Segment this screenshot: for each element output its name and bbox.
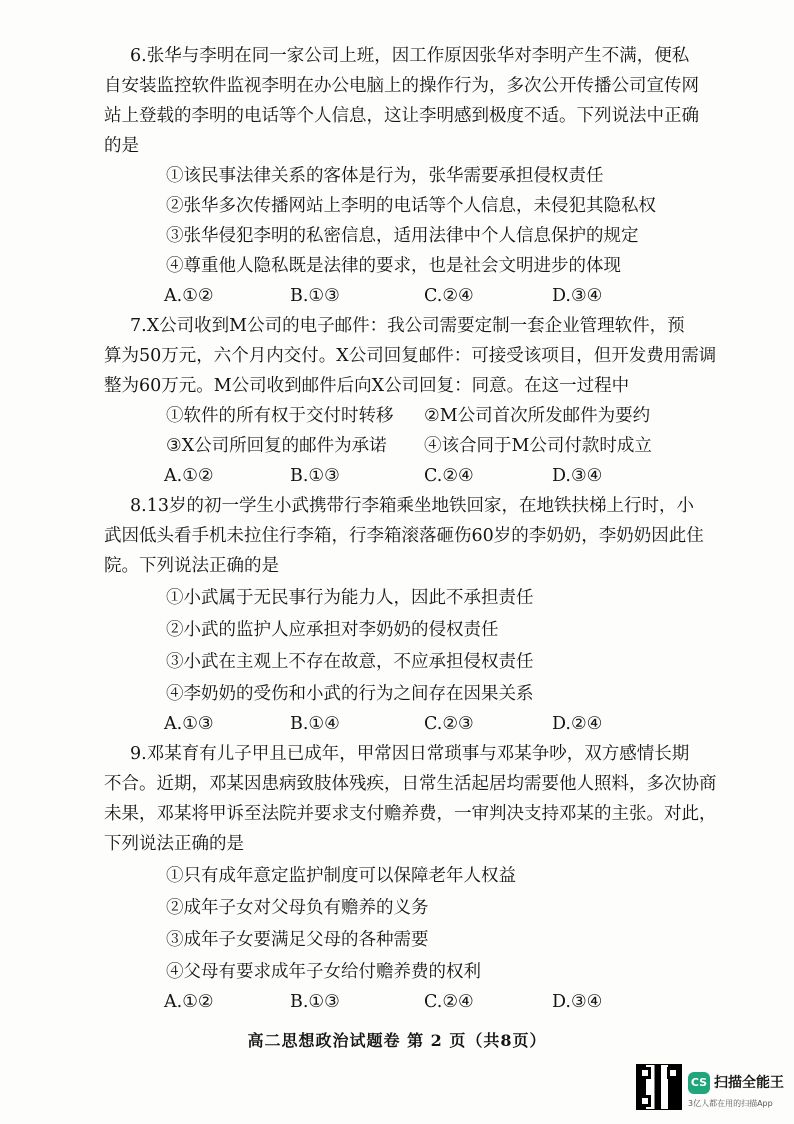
q7-stem-line-3: 整为60万元。M公司收到邮件后向X公司回复：同意。在这一过程中 xyxy=(104,376,630,396)
q9-stem-line-3: 未果，邓某将甲诉至法院并要求支付赡养费，一审判决支持邓某的主张。对此， xyxy=(104,804,717,824)
q9-option-3: ③成年子女要满足父母的各种需要 xyxy=(166,930,429,950)
q8-option-1: ①小武属于无民事行为能力人，因此不承担责任 xyxy=(166,588,534,608)
scanner-app-name: 扫描全能王 xyxy=(714,1075,784,1091)
q8-option-3: ③小武在主观上不存在故意，不应承担侵权责任 xyxy=(166,652,534,672)
q8-choice-c: C.②③ xyxy=(424,714,474,734)
q7-stem-line-1: 7.X公司收到M公司的电子邮件：我公司需要定制一套企业管理软件，预 xyxy=(130,316,685,336)
q6-choice-d: D.③④ xyxy=(552,286,603,306)
scanner-app-tagline: 3亿人都在用的扫描App xyxy=(688,1099,773,1108)
qr-code-icon xyxy=(636,1064,682,1110)
q8-option-4: ④李奶奶的受伤和小武的行为之间存在因果关系 xyxy=(166,684,534,704)
camscanner-logo-icon: CS xyxy=(688,1072,710,1094)
q6-option-2: ②张华多次传播网站上李明的电话等个人信息，未侵犯其隐私权 xyxy=(166,196,656,216)
q6-stem-line-3: 站上登载的李明的电话等个人信息，这让李明感到极度不适。下列说法中正确 xyxy=(104,106,699,126)
q6-option-3: ③张华侵犯李明的私密信息，适用法律中个人信息保护的规定 xyxy=(166,226,639,246)
q6-option-4: ④尊重他人隐私既是法律的要求，也是社会文明进步的体现 xyxy=(166,256,621,276)
q7-stem-line-2: 算为50万元，六个月内交付。X公司回复邮件：可接受该项目，但开发费用需调 xyxy=(104,346,717,366)
q6-choice-c: C.②④ xyxy=(424,286,474,306)
q9-choice-a: A.①② xyxy=(164,992,214,1012)
q7-option-1: ①软件的所有权于交付时转移 xyxy=(166,406,394,426)
q7-option-4: ④该合同于M公司付款时成立 xyxy=(424,436,652,456)
q7-option-3: ③X公司所回复的邮件为承诺 xyxy=(166,436,387,456)
q8-stem-line-2: 武因低头看手机未拉住行李箱，行李箱滚落砸伤60岁的李奶奶，李奶奶因此住 xyxy=(104,526,704,546)
q7-option-2: ②M公司首次所发邮件为要约 xyxy=(424,406,651,426)
q9-option-4: ④父母有要求成年子女给付赡养费的权利 xyxy=(166,962,481,982)
q6-choice-a: A.①② xyxy=(164,286,214,306)
scanner-watermark xyxy=(636,1064,786,1118)
q9-stem-line-4: 下列说法正确的是 xyxy=(104,834,244,854)
q6-stem-line-1: 6.张华与李明在同一家公司上班，因工作原因张华对李明产生不满，便私 xyxy=(130,46,690,66)
q9-stem-line-2: 不合。近期，邓某因患病致肢体残疾，日常生活起居均需要他人照料，多次协商 xyxy=(104,774,717,794)
q9-choice-d: D.③④ xyxy=(552,992,603,1012)
q9-choice-c: C.②④ xyxy=(424,992,474,1012)
q6-stem-line-2: 自安装监控软件监视李明在办公电脑上的操作行为，多次公开传播公司宣传网 xyxy=(104,76,699,96)
q9-stem-line-1: 9.邓某育有儿子甲且已成年，甲常因日常琐事与邓某争吵，双方感情长期 xyxy=(130,744,690,764)
q7-choice-b: B.①③ xyxy=(290,466,340,486)
q7-choice-c: C.②④ xyxy=(424,466,474,486)
q8-choice-a: A.①③ xyxy=(164,714,214,734)
q6-choice-b: B.①③ xyxy=(290,286,340,306)
q9-option-1: ①只有成年意定监护制度可以保障老年人权益 xyxy=(166,866,516,886)
q8-choice-b: B.①④ xyxy=(290,714,340,734)
q8-stem-line-3: 院。下列说法正确的是 xyxy=(104,556,279,576)
q8-option-2: ②小武的监护人应承担对李奶奶的侵权责任 xyxy=(166,620,499,640)
q9-option-2: ②成年子女对父母负有赡养的义务 xyxy=(166,898,429,918)
q9-choice-b: B.①③ xyxy=(290,992,340,1012)
q7-choice-a: A.①② xyxy=(164,466,214,486)
q6-option-1: ①该民事法律关系的客体是行为，张华需要承担侵权责任 xyxy=(166,166,604,186)
q8-stem-line-1: 8.13岁的初一学生小武携带行李箱乘坐地铁回家，在地铁扶梯上行时，小 xyxy=(130,496,694,516)
page-footer: 高二思想政治试题卷 第 2 页（共8页） xyxy=(247,1031,547,1050)
q7-choice-d: D.③④ xyxy=(552,466,603,486)
q6-stem-line-4: 的是 xyxy=(104,136,139,156)
q8-choice-d: D.②④ xyxy=(552,714,603,734)
